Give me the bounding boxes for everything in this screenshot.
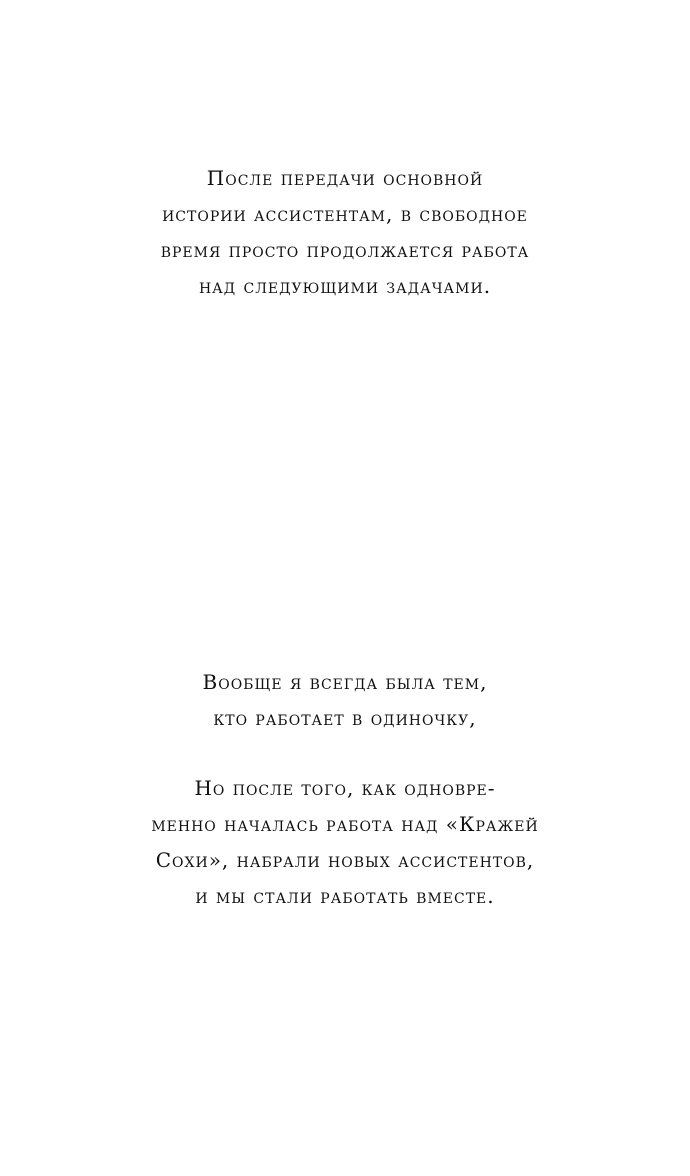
caption-line: и мы стали работать вместе. [195, 884, 495, 908]
caption-line: Сохи», набрали новых ассистентов, [155, 848, 535, 872]
caption-line: Вообще я всегда была тем, [202, 670, 488, 694]
caption-paragraph-3 [0, 770, 690, 914]
caption-line: Но после того, как одновре- [194, 776, 496, 800]
caption-line: время просто продолжается работа [160, 238, 530, 262]
caption-line: истории ассистентам, в свободное [162, 202, 528, 226]
caption-paragraph-2 [0, 664, 690, 736]
caption-paragraph-1 [0, 160, 690, 304]
caption-line: над следующими задачами. [198, 274, 492, 298]
caption-line: После передачи основной [206, 166, 484, 190]
caption-line: кто работает в одиночку, [213, 706, 477, 730]
caption-line: менно началась работа над «Кражей [151, 812, 539, 836]
